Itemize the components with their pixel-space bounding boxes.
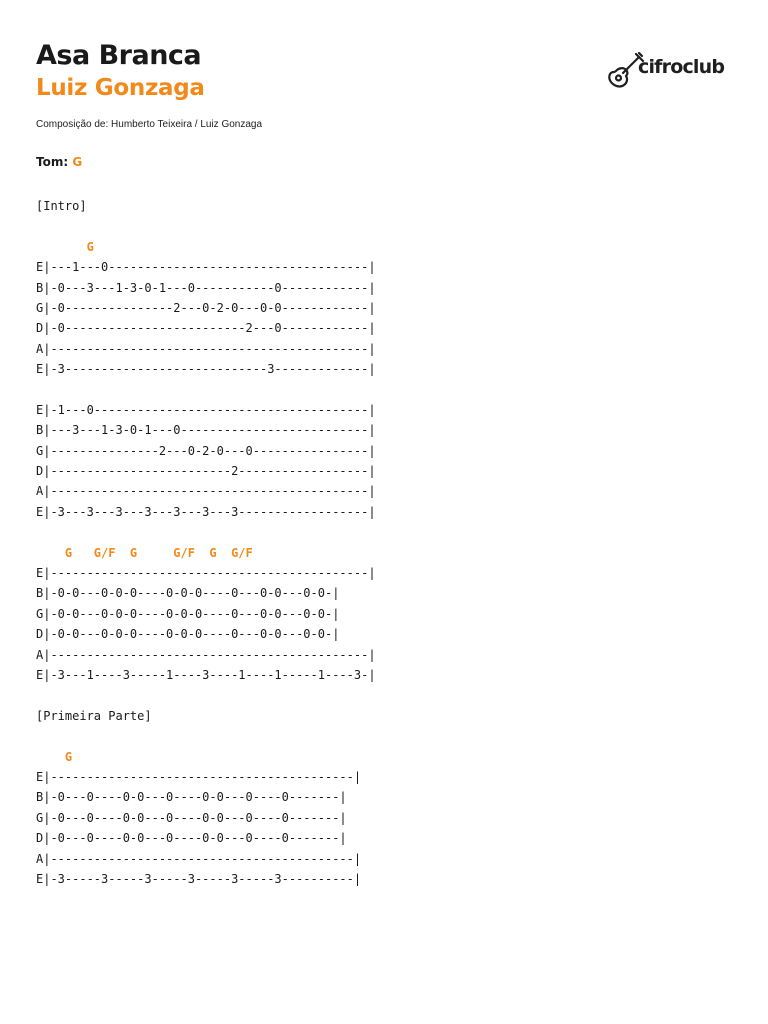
- tab-line: G|---------------2---0-2-0---0----------------|: [36, 443, 376, 458]
- blank-line: [36, 522, 376, 542]
- tab-line: D|-0-0---0-0-0----0-0-0----0---0-0---0-0-|: [36, 627, 340, 642]
- tom-label: Tom:: [36, 155, 69, 169]
- chord-line[interactable]: G: [36, 239, 94, 254]
- tab-line: B|---3---1-3-0-1---0--------------------------|: [36, 423, 376, 438]
- cifroclub-logo[interactable]: [606, 48, 724, 96]
- blank-line: [36, 685, 376, 705]
- chord-line[interactable]: G: [36, 749, 73, 764]
- tab-line: E|---1---0------------------------------------|: [36, 260, 376, 275]
- section-label: [Intro]: [36, 199, 87, 213]
- tab-line: B|-0-0---0-0-0----0-0-0----0---0-0---0-0-|: [36, 586, 340, 601]
- song-title: Asa Branca: [36, 40, 202, 71]
- chord-line[interactable]: G G/F G G/F G G/F: [36, 545, 253, 560]
- tab-line: E|--------------------------------------------|: [36, 566, 376, 581]
- composer-credit: Composição de: Humberto Teixeira / Luiz Gonzaga: [36, 119, 263, 130]
- tab-line: D|-------------------------2------------------|: [36, 464, 376, 479]
- blank-line: [36, 216, 376, 236]
- tab-line: E|-3---3---3---3---3---3---3------------------|: [36, 504, 376, 519]
- tab-line: E|-3----------------------------3-------------|: [36, 362, 376, 377]
- tab-line: E|-3-----3-----3-----3-----3-----3----------|: [36, 871, 362, 886]
- tab-line: A|------------------------------------------|: [36, 851, 362, 866]
- tab-line: A|--------------------------------------------|: [36, 341, 376, 356]
- tab-line: G|-0---------------2---0-2-0---0-0------------|: [36, 300, 376, 315]
- tab-line: B|-0---0----0-0---0----0-0---0----0-------|: [36, 790, 347, 805]
- tab-line: D|-0-------------------------2---0------------|: [36, 321, 376, 336]
- tom-indicator: [36, 155, 82, 169]
- tom-key[interactable]: G: [72, 155, 83, 169]
- tab-line: E|-1---0--------------------------------------|: [36, 402, 376, 417]
- tab-line: E|------------------------------------------|: [36, 769, 362, 784]
- tab-line: D|-0---0----0-0---0----0-0---0----0-------|: [36, 831, 347, 846]
- tab-line: E|-3---1----3-----1----3----1----1-----1----3-|: [36, 667, 376, 682]
- blank-line: [36, 726, 376, 746]
- tab-line: A|--------------------------------------------|: [36, 647, 376, 662]
- blank-line: [36, 380, 376, 400]
- tab-sheet: [36, 196, 376, 889]
- section-label: [Primeira Parte]: [36, 708, 152, 723]
- tab-line: B|-0---3---1-3-0-1---0-----------0------------|: [36, 280, 376, 295]
- tab-line: A|--------------------------------------------|: [36, 484, 376, 499]
- artist-name[interactable]: Luiz Gonzaga: [36, 75, 205, 101]
- tab-line: G|-0-0---0-0-0----0-0-0----0---0-0---0-0-|: [36, 606, 340, 621]
- tab-line: G|-0---0----0-0---0----0-0---0----0-------|: [36, 810, 347, 825]
- logo-text: cifroclub: [638, 56, 725, 78]
